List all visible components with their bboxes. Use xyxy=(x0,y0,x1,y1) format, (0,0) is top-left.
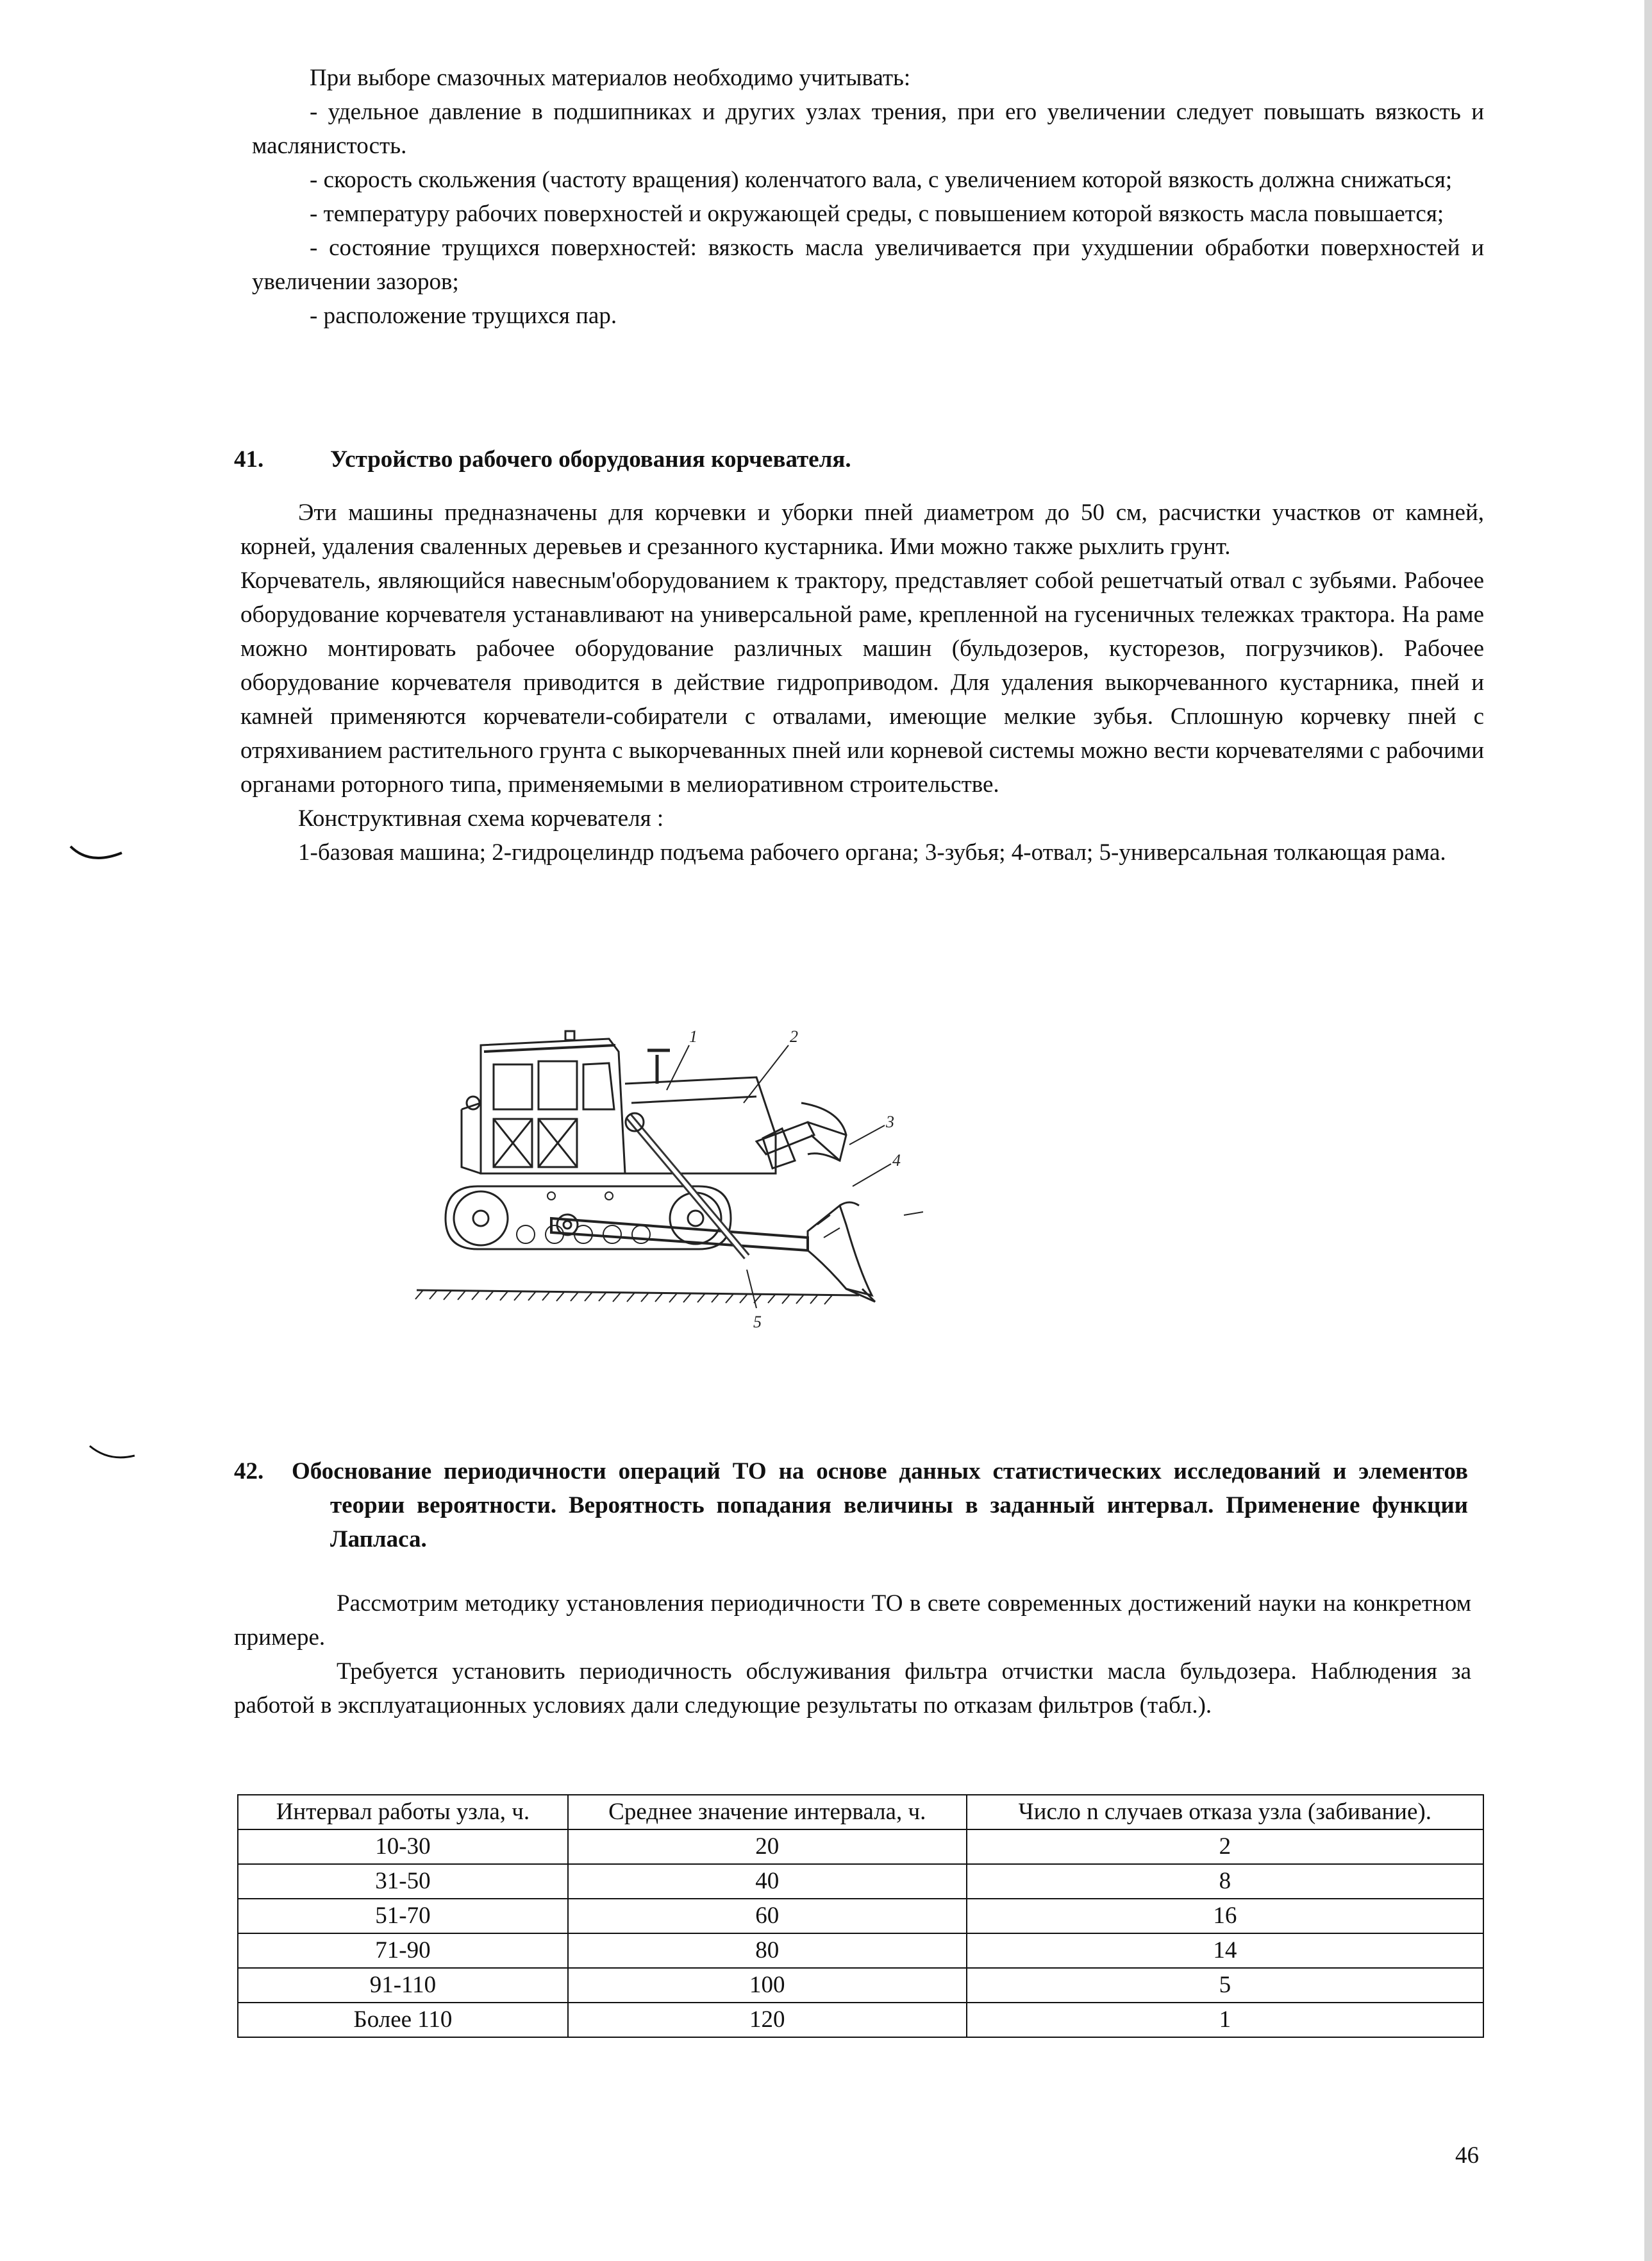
cell-mean: 120 xyxy=(568,2003,967,2037)
section-42-title: Обоснование периодичности операций ТО на основе данных статистических исследований и элементов теории вероятности. Вероятность попадания величины в заданный интервал. Применение функции Лапласа. xyxy=(292,1458,1468,1552)
section-41-number: 41. xyxy=(234,446,264,473)
scan-edge-shadow xyxy=(1644,0,1652,2261)
margin-mark-2 xyxy=(83,1436,147,1475)
section-42-paragraph-2: Требуется установить периодичность обслуживания фильтра отчистки масла бульдозера. Наблюдения за работой в эксплуатационных условиях дали следующие результаты по отказам фильтров (табл.). xyxy=(234,1658,1471,1719)
cell-failures: 1 xyxy=(967,2003,1483,2037)
cell-interval: Более 110 xyxy=(238,2003,568,2037)
section-41-paragraph-1: Эти машины предназначены для корчевки и уборки пней диаметром до 50 см, расчистки участков от камней, корней, удаления сваленных деревьев и срезанного кустарника. Ими можно также рыхлить грунт. xyxy=(240,500,1484,560)
table-row xyxy=(238,1864,1483,1899)
intro-lead: При выборе смазочных материалов необходимо учитывать: xyxy=(310,65,911,91)
cell-failures: 2 xyxy=(967,1829,1483,1864)
section-41-paragraph-2: Корчеватель, являющийся навесным'оборудованием к трактору, представляет собой решетчатый отвал с зубьями. Рабочее оборудование корчевателя устанавливают на универсальной раме, крепленной на гусеничных тележках трактора. На раме можно монтировать рабочее оборудование различных машин (бульдозеров, кусторезов, погрузчиков). Рабочее оборудование корчевателя приводится в действие гидроприводом. Для удаления выкорчеванного кустарника, пней и камней применяются корчеватели-собиратели с отвалами, имеющие мелкие зубья. Сплошную корчевку пней с отряхиванием растительного грунта с выкорчеванных пней или корневой системы можно вести корчевателями с рабочими органами роторного типа, применяемыми в мелиоративном строительстве. xyxy=(240,567,1484,798)
section-42-number: 42. xyxy=(234,1458,264,1484)
failure-table-container xyxy=(237,1794,1484,2038)
margin-mark-1 xyxy=(64,834,128,872)
cell-failures: 14 xyxy=(967,1933,1483,1968)
page-number: 46 xyxy=(1455,2142,1479,2169)
intro-item-temperature: - температуру рабочих поверхностей и окружающей среды, с повышением которой вязкость масла повышается; xyxy=(310,201,1444,227)
cell-mean: 20 xyxy=(568,1829,967,1864)
cell-interval: 10-30 xyxy=(238,1829,568,1864)
figure-label-2: 2 xyxy=(790,1027,798,1046)
root-grubber-diagram xyxy=(397,1007,923,1340)
cell-interval: 51-70 xyxy=(238,1899,568,1933)
table-row xyxy=(238,1829,1483,1864)
intro-item-speed: - скорость скольжения (частоту вращения) коленчатого вала, с увеличением которой вязкость должна снижаться; xyxy=(310,167,1453,193)
figure-label-3: 3 xyxy=(886,1113,894,1131)
table-row xyxy=(238,1968,1483,2003)
header-failures: Число n случаев отказа узла (забивание). xyxy=(967,1795,1483,1829)
table-header-row xyxy=(238,1795,1483,1829)
intro-item-pressure: - удельное давление в подшипниках и других узлах трения, при его увеличении следует повышать вязкость и маслянистость. xyxy=(252,99,1484,159)
section-41-scheme-title: Конструктивная схема корчевателя : xyxy=(298,805,664,832)
section-42-body xyxy=(234,1586,1471,1722)
header-mean: Среднее значение интервала, ч. xyxy=(568,1795,967,1829)
cell-failures: 5 xyxy=(967,1968,1483,2003)
failure-statistics-table xyxy=(237,1794,1484,2038)
section-41-legend: 1-базовая машина; 2-гидроцелиндр подъема рабочего органа; 3-зубья; 4-отвал; 5-универсальная толкающая рама. xyxy=(298,839,1446,866)
header-interval: Интервал работы узла, ч. xyxy=(238,1795,568,1829)
table-row xyxy=(238,2003,1483,2037)
section-42-paragraph-1: Рассмотрим методику установления периодичности ТО в свете современных достижений науки на конкретном примере. xyxy=(234,1590,1471,1651)
section-41-body xyxy=(240,496,1484,870)
table-row xyxy=(238,1933,1483,1968)
section-42-heading xyxy=(234,1454,1468,1556)
figure-label-1: 1 xyxy=(689,1027,697,1046)
cell-mean: 100 xyxy=(568,1968,967,2003)
section-41-heading xyxy=(234,442,1484,476)
intro-item-surfaces: - состояние трущихся поверхностей: вязкость масла увеличивается при ухудшении обработки поверхностей и увеличении зазоров; xyxy=(252,235,1484,295)
cell-failures: 8 xyxy=(967,1864,1483,1899)
figure-label-4: 4 xyxy=(892,1151,901,1170)
section-41-title: Устройство рабочего оборудования корчевателя. xyxy=(330,446,851,473)
cell-mean: 60 xyxy=(568,1899,967,1933)
cell-failures: 16 xyxy=(967,1899,1483,1933)
cell-mean: 40 xyxy=(568,1864,967,1899)
intro-block xyxy=(252,61,1484,333)
intro-item-pairs: - расположение трущихся пар. xyxy=(310,303,617,329)
figure-label-5: 5 xyxy=(753,1313,762,1331)
cell-mean: 80 xyxy=(568,1933,967,1968)
cell-interval: 91-110 xyxy=(238,1968,568,2003)
table-row xyxy=(238,1899,1483,1933)
cell-interval: 71-90 xyxy=(238,1933,568,1968)
cell-interval: 31-50 xyxy=(238,1864,568,1899)
